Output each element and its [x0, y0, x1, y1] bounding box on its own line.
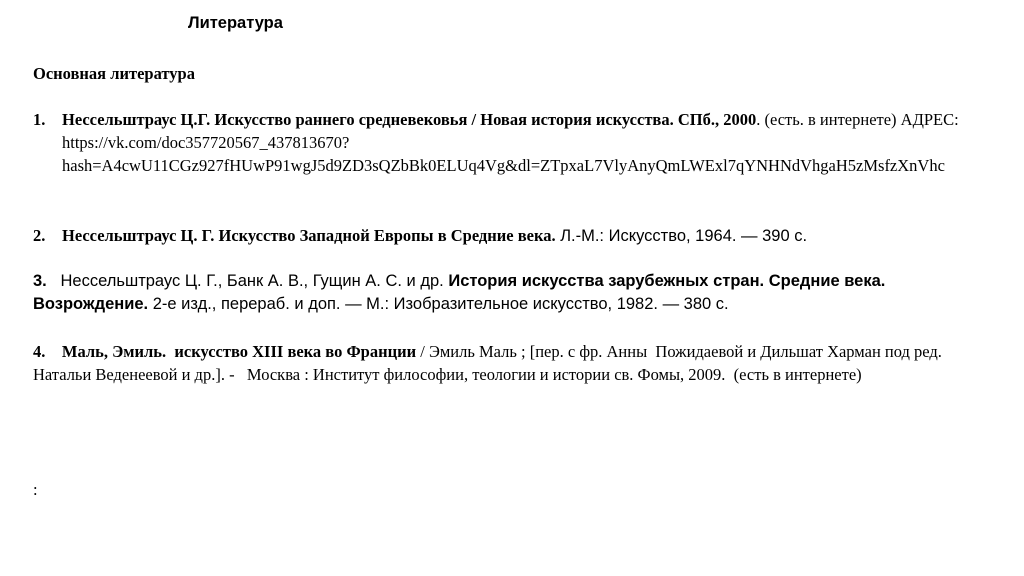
entry-number: 1. [33, 110, 46, 129]
entry-title: Нессельштраус Ц. Г. Искусство Западной Европы в Средние века. [62, 226, 556, 245]
entry-title: Нессельштраус Ц.Г. Искусство раннего средневековья / Новая история искусства. СПб., 2000 [62, 110, 757, 129]
page-title: Литература [188, 14, 283, 32]
entry-authors: Нессельштраус Ц. Г., Банк А. В., Гущин А. С. и др. [46, 272, 449, 290]
entry-text [62, 224, 983, 248]
trailing-colon: : [33, 480, 38, 499]
list-item [33, 340, 983, 386]
section-heading: Основная литература [33, 64, 195, 83]
entry-details: . (есть. в интернете) АДРЕС: https://vk.com/doc357720567_437813670?hash=A4cwU11CGz927fHUwP91wgJ5d9ZD3sQZbBk0ELUq4Vg&dl=ZTpxaL7VlyAnyQmLWExl7qYNHNdVhgaH5zMsfzXnVhc [62, 110, 959, 175]
list-item [33, 270, 983, 316]
entry-details: Л.-М.: Искусство, 1964. — 390 с. [555, 227, 808, 245]
entry-number: 2. [33, 226, 46, 245]
list-item [33, 108, 983, 177]
list-item [33, 224, 983, 248]
entry-title: Маль, Эмиль. искусство XIII века во Франции [45, 342, 417, 361]
entry-details: 2-е изд., перераб. и доп. — М.: Изобразительное искусство, 1982. — 380 с. [148, 295, 729, 313]
entry-details: / Эмиль Маль ; [пер. с фр. Анны Пожидаевой и Дильшат Харман под ред. Натальи Веденеевой и др.]. - Москва : Институт философии, теологии и истории св. Фомы, 2009. (есть в интернете) [33, 342, 947, 384]
entry-text [62, 108, 983, 177]
entry-title: История искусства зарубежных стран. Средние века. Возрождение. [33, 272, 890, 313]
entry-number: 4. [33, 342, 46, 361]
entry-number: 3. [33, 272, 47, 290]
